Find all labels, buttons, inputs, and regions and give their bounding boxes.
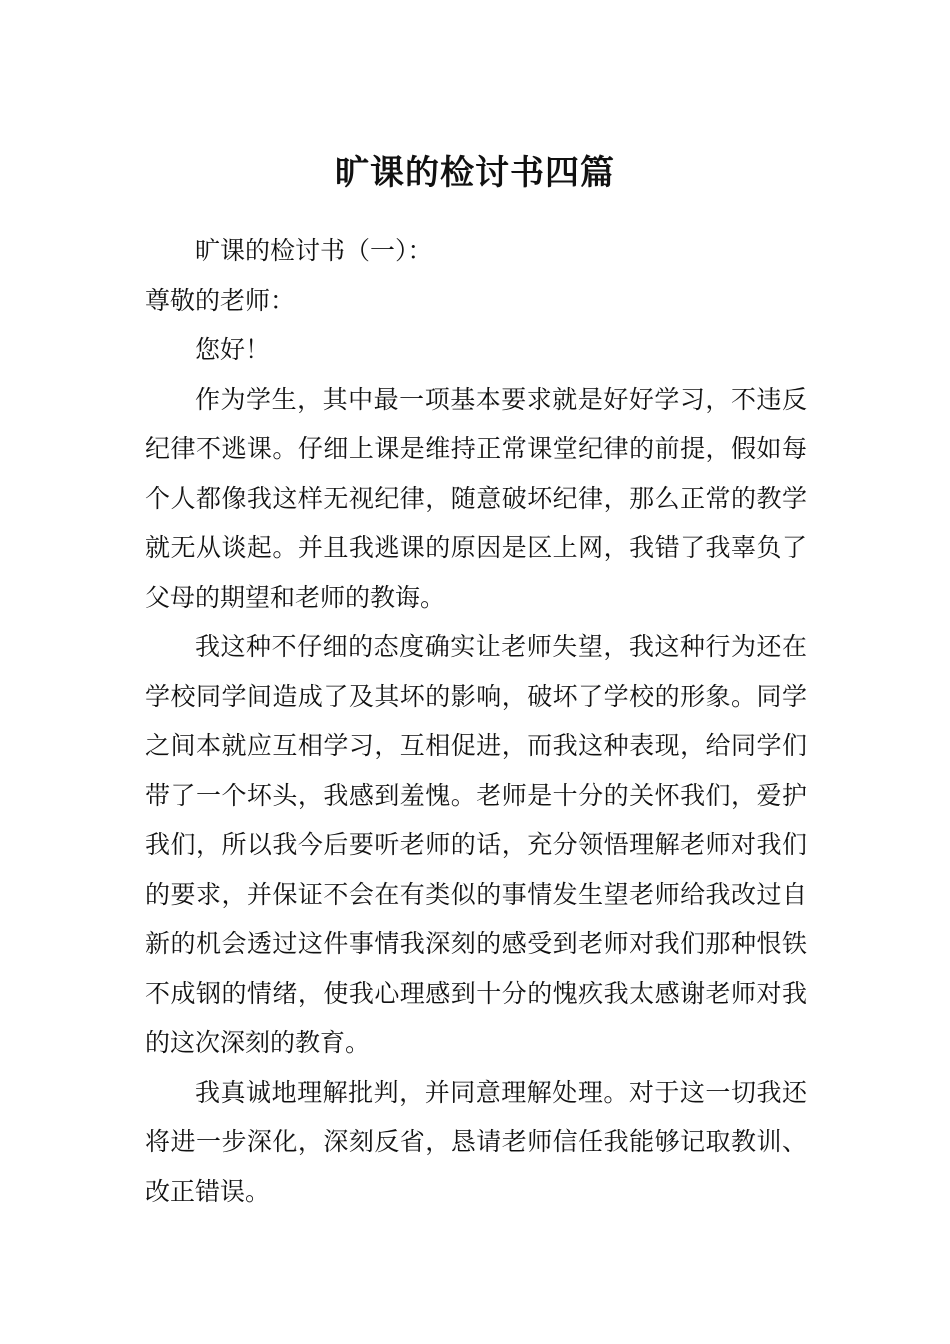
body-paragraph: 我这种不仔细的态度确实让老师失望，我这种行为还在学校同学间造成了及其坏的影响，破坏了学校的形象。同学之间本就应互相学习，互相促进，而我这种表现，给同学们带了一个坏头，我感到羞愧。老师是十分的关怀我们，爱护我们，所以我今后要听老师的话，充分领悟理解老师对我们的要求，并保证不会在有类似的事情发生望老师给我改过自新的机会透过这件事情我深刻的感受到老师对我们那种恨铁不成钢的情绪，使我心理感到十分的愧疚我太感谢老师对我的这次深刻的教育。 [145,632,807,1057]
greeting: 您好！ [195,335,271,364]
salutation: 尊敬的老师： [145,285,296,315]
body-paragraph: 我真诚地理解批判，并同意理解处理。对于这一切我还将进一步深化，深刻反省，恳请老师信任我能够记取教训、改正错误。 [145,1077,807,1206]
document-body [145,226,807,1216]
section-heading: 旷课的检讨书（一）： [195,236,433,265]
document-title: 旷课的检讨书四篇 [335,152,615,193]
body-paragraph: 作为学生，其中最一项基本要求就是好好学习，不违反纪律不逃课。仔细上课是维持正常课堂纪律的前提，假如每个人都像我这样无视纪律，随意破坏纪律，那么正常的教学就无从谈起。并且我逃课的原因是区上网，我错了我辜负了父母的期望和老师的教诲。 [145,384,807,612]
